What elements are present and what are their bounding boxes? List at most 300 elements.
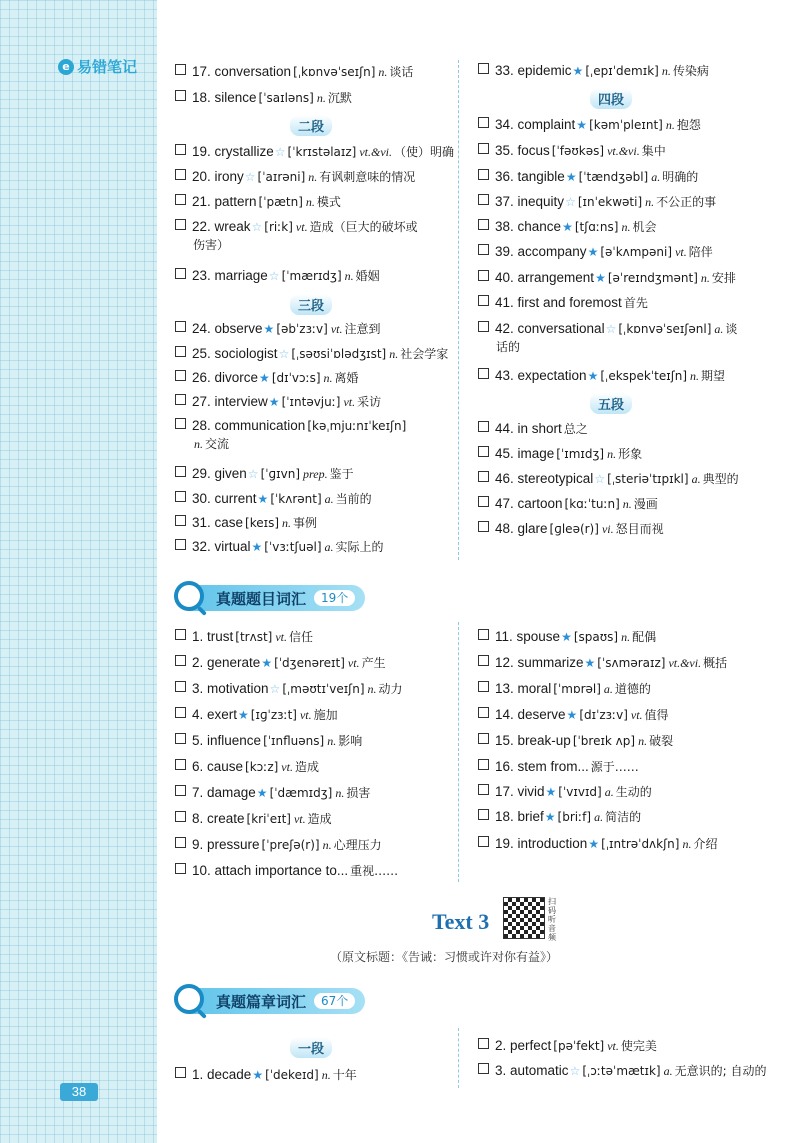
meaning: 典型的 xyxy=(702,472,739,486)
meaning: 影响 xyxy=(338,734,363,748)
meaning: 事例 xyxy=(293,516,318,530)
vocab-item xyxy=(478,783,652,801)
vocab-word: 32. virtual xyxy=(192,539,251,554)
phonetic: [trʌst] xyxy=(235,630,273,644)
original-title: （原文标题：《告诫：习惯或许对你有益》） xyxy=(330,950,559,964)
checkbox[interactable] xyxy=(478,270,489,281)
star-icon: ★ xyxy=(566,708,578,722)
checkbox[interactable] xyxy=(478,471,489,482)
vocab-word: 10. attach importance to... xyxy=(192,863,349,878)
checkbox[interactable] xyxy=(175,707,186,718)
star-icon: ★ xyxy=(268,395,280,409)
checkbox[interactable] xyxy=(175,491,186,502)
paragraph-label: 一段 xyxy=(290,1037,332,1058)
checkbox[interactable] xyxy=(175,655,186,666)
column-divider xyxy=(458,60,459,560)
checkbox[interactable] xyxy=(175,785,186,796)
phonetic: [kəmˈpleɪnt] xyxy=(589,118,663,132)
phonetic: [ɪɡˈzɜːt] xyxy=(250,708,297,722)
vocab-word: 30. current xyxy=(192,491,257,506)
checkbox[interactable] xyxy=(478,1038,489,1049)
checkbox[interactable] xyxy=(175,169,186,180)
checkbox[interactable] xyxy=(175,759,186,770)
phonetic: [kɑːˈtuːn] xyxy=(564,497,620,511)
part-of-speech: a. xyxy=(603,682,613,696)
meaning: 首先 xyxy=(623,296,648,310)
meaning: 造成 xyxy=(294,760,319,774)
checkbox[interactable] xyxy=(175,837,186,848)
magnifier-icon xyxy=(174,581,204,611)
meaning: 总之 xyxy=(563,422,588,436)
meaning: 谈话 xyxy=(389,65,414,79)
meaning: 产生 xyxy=(361,656,386,670)
checkbox[interactable] xyxy=(175,144,186,155)
phonetic: [briːf] xyxy=(557,810,592,824)
phonetic: [dɪˈzɜːv] xyxy=(579,708,628,722)
checkbox[interactable] xyxy=(175,811,186,822)
vocab-word: 19. introduction xyxy=(495,836,588,851)
vocab-word: 7. damage xyxy=(192,785,256,800)
part-of-speech: a. xyxy=(714,322,724,336)
vocab-item xyxy=(175,320,381,338)
vocab-word: 15. break-up xyxy=(495,733,571,748)
checkbox[interactable] xyxy=(478,244,489,255)
vocab-word: 11. spouse xyxy=(495,629,561,644)
part-of-speech: n. xyxy=(682,837,692,851)
phonetic: [ˈmærɪdʒ] xyxy=(281,269,342,283)
qr-code-icon[interactable] xyxy=(503,897,545,939)
vocab-item xyxy=(478,320,737,356)
vocab-item xyxy=(175,654,386,672)
vocab-item xyxy=(175,862,398,880)
meaning: 抱怨 xyxy=(676,118,701,132)
vocab-word: 39. accompany xyxy=(495,244,587,259)
meaning: 道德的 xyxy=(614,682,651,696)
vocab-item xyxy=(478,1062,766,1080)
vocab-word: 48. glare xyxy=(495,521,548,536)
checkbox[interactable] xyxy=(478,733,489,744)
meaning: 机会 xyxy=(632,220,657,234)
meaning: 婚姻 xyxy=(355,269,380,283)
vocab-item xyxy=(175,732,362,750)
vocab-word: 36. tangible xyxy=(495,169,565,184)
meaning: 值得 xyxy=(644,708,669,722)
meaning: 简洁的 xyxy=(605,810,642,824)
checkbox[interactable] xyxy=(175,90,186,101)
checkbox[interactable] xyxy=(478,496,489,507)
section-title: 真题题目词汇 xyxy=(216,589,307,608)
checkbox[interactable] xyxy=(175,629,186,640)
vocab-word: 21. pattern xyxy=(192,194,257,209)
vocab-word: 1. decade xyxy=(192,1067,252,1082)
checkbox[interactable] xyxy=(478,707,489,718)
part-of-speech: vt. xyxy=(295,220,308,234)
vocab-word: 46. stereotypical xyxy=(495,471,594,486)
vocab-word: 28. communication xyxy=(192,418,306,433)
column-divider xyxy=(458,622,459,882)
meaning: 交流 xyxy=(205,437,230,451)
vocab-word: 8. create xyxy=(192,811,245,826)
phonetic: [ˈɪmɪdʒ] xyxy=(556,447,605,461)
section-title: 真题篇章词汇 xyxy=(216,992,307,1011)
meaning: 陪伴 xyxy=(688,245,713,259)
phonetic: [ˌkɒnvəˈseɪʃn] xyxy=(293,65,376,79)
phonetic: [ˌɔːtəˈmætɪk] xyxy=(582,1064,661,1078)
vocab-word: 41. first and foremost xyxy=(495,295,622,310)
checkbox[interactable] xyxy=(175,863,186,874)
checkbox[interactable] xyxy=(478,194,489,205)
part-of-speech: n. xyxy=(378,65,388,79)
checkbox[interactable] xyxy=(478,169,489,180)
meaning: 沉默 xyxy=(327,91,352,105)
phonetic: [keɪs] xyxy=(245,516,280,530)
meaning: 不公正的事 xyxy=(656,195,717,209)
star-icon: ☆ xyxy=(594,472,606,486)
vocab-item xyxy=(478,367,725,385)
vocab-word: 12. summarize xyxy=(495,655,584,670)
star-icon: ★ xyxy=(584,656,596,670)
checkbox[interactable] xyxy=(478,143,489,154)
star-icon: ☆ xyxy=(278,347,290,361)
checkbox[interactable] xyxy=(175,370,186,381)
meaning: 明确的 xyxy=(662,170,699,184)
checkbox[interactable] xyxy=(175,394,186,405)
star-icon: ☆ xyxy=(268,269,280,283)
star-icon: ★ xyxy=(587,245,599,259)
checkbox[interactable] xyxy=(478,836,489,847)
vocab-item xyxy=(175,143,454,161)
checkbox[interactable] xyxy=(478,629,489,640)
vocab-item xyxy=(478,495,658,513)
meaning: 怒目而视 xyxy=(615,522,664,536)
vocab-word: 34. complaint xyxy=(495,117,576,132)
phonetic: [ˈsʌməraɪz] xyxy=(597,656,666,670)
checkbox[interactable] xyxy=(175,466,186,477)
part-of-speech: n. xyxy=(621,220,631,234)
meaning: 话的 xyxy=(496,340,521,354)
meaning-continued xyxy=(175,236,418,254)
phonetic: [ˈmɒrəl] xyxy=(553,682,601,696)
phonetic: [ˈdæmɪdʒ] xyxy=(269,786,333,800)
phonetic: [ˌepɪˈdemɪk] xyxy=(585,64,659,78)
part-of-speech: vt. xyxy=(607,1039,619,1053)
magnifier-icon xyxy=(174,984,204,1014)
vocab-item xyxy=(478,470,739,488)
vocab-word: 13. moral xyxy=(495,681,552,696)
part-of-speech: vi. xyxy=(601,522,614,536)
part-of-speech: vt. xyxy=(281,760,293,774)
vocab-item xyxy=(175,417,406,453)
checkbox[interactable] xyxy=(478,1063,489,1074)
qr-label: 扫码听音频 xyxy=(548,897,556,942)
section-header-passage-vocab xyxy=(178,988,365,1014)
vocab-item xyxy=(478,520,664,538)
part-of-speech: a. xyxy=(691,472,701,486)
vocab-item xyxy=(175,465,354,483)
phonetic: [ˈdekeɪd] xyxy=(265,1068,319,1082)
phonetic: [kriˈeɪt] xyxy=(246,812,291,826)
checkbox[interactable] xyxy=(478,219,489,230)
star-icon: ★ xyxy=(545,785,557,799)
vocab-word: 43. expectation xyxy=(495,368,587,383)
checkbox[interactable] xyxy=(175,733,186,744)
part-of-speech: vt. xyxy=(347,656,360,670)
vocab-item xyxy=(478,243,713,261)
part-of-speech: n. xyxy=(308,170,318,184)
vocab-item xyxy=(478,193,716,211)
star-icon: ☆ xyxy=(269,682,281,696)
vocab-word: 17. vivid xyxy=(495,784,545,799)
star-icon: ★ xyxy=(263,322,275,336)
vocab-item xyxy=(175,628,313,646)
checkbox[interactable] xyxy=(478,421,489,432)
phonetic: [ˈɪnfluəns] xyxy=(263,734,325,748)
star-icon: ☆ xyxy=(244,170,256,184)
vocab-word: 14. deserve xyxy=(495,707,566,722)
checkbox[interactable] xyxy=(478,117,489,128)
part-of-speech: n. xyxy=(661,64,671,78)
part-of-speech: prep. xyxy=(303,467,328,481)
vocab-item xyxy=(175,490,372,508)
vocab-word: 20. irony xyxy=(192,169,244,184)
vocab-item xyxy=(478,62,709,80)
part-of-speech: a. xyxy=(324,492,334,506)
vocab-word: 6. cause xyxy=(192,759,244,774)
star-icon: ★ xyxy=(256,786,268,800)
part-of-speech: n. xyxy=(344,269,354,283)
checkbox[interactable] xyxy=(478,446,489,457)
phonetic: [ˌsəʊsiˈɒlədʒɪst] xyxy=(291,347,387,361)
meaning: 当前的 xyxy=(335,492,372,506)
vocab-item xyxy=(478,654,727,672)
vocab-word: 22. wreak xyxy=(192,219,251,234)
vocab-item xyxy=(478,445,642,463)
vocab-word: 26. divorce xyxy=(192,370,259,385)
star-icon: ★ xyxy=(595,271,606,285)
part-of-speech: a. xyxy=(604,785,614,799)
part-of-speech: vt. xyxy=(275,630,287,644)
vocab-word: 27. interview xyxy=(192,394,268,409)
vocab-word: 2. perfect xyxy=(495,1038,552,1053)
star-icon: ★ xyxy=(544,810,556,824)
star-icon: ★ xyxy=(572,64,584,78)
phonetic: [ˈsaɪləns] xyxy=(258,91,314,105)
part-of-speech: a. xyxy=(651,170,661,184)
phonetic: [əˈreɪndʒmənt] xyxy=(607,271,698,285)
checkbox[interactable] xyxy=(175,268,186,279)
vocab-word: 44. in short xyxy=(495,421,562,436)
part-of-speech: vt.&vi. xyxy=(668,656,702,670)
phonetic: [dɪˈvɔːs] xyxy=(271,371,321,385)
phonetic: [kəˌmjuːnɪˈkeɪʃn] xyxy=(307,419,407,433)
vocab-item xyxy=(478,835,717,853)
phonetic: [ˈkʌrənt] xyxy=(270,492,322,506)
vocab-word: 33. epidemic xyxy=(495,63,572,78)
vocab-item xyxy=(478,732,673,750)
meaning: 造成（巨大的破坏或 xyxy=(309,220,418,234)
side-margin-grid xyxy=(0,0,157,1143)
vocab-item xyxy=(478,420,588,438)
star-icon: ★ xyxy=(251,540,263,554)
phonetic: [əbˈzɜːv] xyxy=(276,322,328,336)
checkbox[interactable] xyxy=(478,759,489,770)
part-of-speech: vt. xyxy=(630,708,643,722)
phonetic: [ˈpætn] xyxy=(258,195,303,209)
vocab-word: 18. brief xyxy=(495,809,544,824)
meaning: 集中 xyxy=(641,144,666,158)
checkbox[interactable] xyxy=(478,784,489,795)
vocab-item xyxy=(478,680,651,698)
part-of-speech: n. xyxy=(367,682,377,696)
vocab-item xyxy=(175,218,418,254)
checkbox[interactable] xyxy=(175,539,186,550)
vocab-word: 47. cartoon xyxy=(495,496,563,511)
checkbox[interactable] xyxy=(175,194,186,205)
section-count: 67个 xyxy=(314,993,355,1009)
phonetic: [ɪnˈekwəti] xyxy=(577,195,643,209)
vocab-word: 5. influence xyxy=(192,733,262,748)
phonetic: [ˌsteriəˈtɪpɪkl] xyxy=(607,472,689,486)
vocab-item xyxy=(175,63,413,81)
page-number: 38 xyxy=(60,1083,98,1101)
phonetic: [ˌkɒnvəˈseɪʃənl] xyxy=(618,322,712,336)
meaning: 介绍 xyxy=(693,837,718,851)
checkbox[interactable] xyxy=(175,321,186,332)
phonetic: [ɡleə(r)] xyxy=(549,522,599,536)
phonetic: [ˈvɜːtʃuəl] xyxy=(264,540,322,554)
vocab-item xyxy=(175,810,332,828)
part-of-speech: n. xyxy=(607,447,617,461)
meaning: 离婚 xyxy=(334,371,359,385)
vocab-item xyxy=(175,369,359,387)
meaning: 有讽刺意味的情况 xyxy=(319,170,416,184)
checkbox[interactable] xyxy=(478,63,489,74)
phonetic: [pəˈfekt] xyxy=(553,1039,605,1053)
meaning: 配偶 xyxy=(632,630,657,644)
text-heading: Text 3 xyxy=(432,909,490,934)
section-count: 19个 xyxy=(314,590,355,606)
part-of-speech: n. xyxy=(335,786,345,800)
meaning: 破裂 xyxy=(649,734,674,748)
part-of-speech: n. xyxy=(621,630,631,644)
phonetic: [ˈdʒenəreɪt] xyxy=(274,656,345,670)
vocab-word: 4. exert xyxy=(192,707,238,722)
checkbox[interactable] xyxy=(478,681,489,692)
phonetic: [ˈkrɪstəlaɪz] xyxy=(287,145,357,159)
phonetic: [ˈaɪrəni] xyxy=(257,170,306,184)
part-of-speech: n. xyxy=(323,371,333,385)
vocab-item xyxy=(478,1037,657,1055)
vocab-item xyxy=(175,168,415,186)
meaning: 采访 xyxy=(357,395,382,409)
phonetic: [ˈbreɪk ʌp] xyxy=(572,734,636,748)
checkbox[interactable] xyxy=(175,418,186,429)
checkbox[interactable] xyxy=(478,809,489,820)
phonetic: [ˌɪntrəˈdʌkʃn] xyxy=(601,837,680,851)
checkbox[interactable] xyxy=(175,681,186,692)
checkbox[interactable] xyxy=(478,295,489,306)
vocab-word: 23. marriage xyxy=(192,268,268,283)
phonetic: [ˈpreʃə(r)] xyxy=(261,838,320,852)
meaning: 源于…… xyxy=(590,760,639,774)
checkbox[interactable] xyxy=(175,346,186,357)
checkbox[interactable] xyxy=(478,655,489,666)
checkbox[interactable] xyxy=(175,219,186,230)
phonetic: [ˈɡɪvn] xyxy=(260,467,301,481)
vocab-word: 37. inequity xyxy=(495,194,565,209)
vocab-item xyxy=(478,168,698,186)
meaning: 动力 xyxy=(378,682,403,696)
meaning: 谈 xyxy=(725,322,738,336)
meaning: 损害 xyxy=(346,786,371,800)
star-icon: ★ xyxy=(576,118,588,132)
vocab-item xyxy=(478,808,641,826)
phonetic: [əˈkʌmpəni] xyxy=(600,245,673,259)
vocab-item xyxy=(478,116,701,134)
vocab-word: 40. arrangement xyxy=(495,270,595,285)
checkbox[interactable] xyxy=(175,1067,186,1078)
paragraph-label: 四段 xyxy=(590,88,632,109)
part-of-speech: n. xyxy=(690,369,700,383)
meaning: 社会学家 xyxy=(400,347,449,361)
checkbox[interactable] xyxy=(175,515,186,526)
vocab-word: 1. trust xyxy=(192,629,234,644)
vocab-word: 25. sociologist xyxy=(192,346,278,361)
vocab-item xyxy=(478,758,639,776)
meaning: 心理压力 xyxy=(333,838,382,852)
meaning: 安排 xyxy=(711,271,736,285)
meaning: 施加 xyxy=(313,708,338,722)
part-of-speech: n. xyxy=(305,195,315,209)
meaning: 鉴于 xyxy=(329,467,354,481)
vocab-word: 9. pressure xyxy=(192,837,260,852)
part-of-speech: a. xyxy=(663,1064,673,1078)
vocab-item xyxy=(175,680,403,698)
part-of-speech: a. xyxy=(324,540,334,554)
vocab-word: 19. crystallize xyxy=(192,144,274,159)
column-divider xyxy=(458,1028,459,1088)
brand-logo xyxy=(58,56,137,77)
part-of-speech: n. xyxy=(321,1068,331,1082)
phonetic: [riːk] xyxy=(264,220,293,234)
meaning: 造成 xyxy=(307,812,332,826)
star-icon: ☆ xyxy=(565,195,576,209)
meaning: （使）明确 xyxy=(394,145,455,159)
vocab-word: 17. conversation xyxy=(192,64,292,79)
vocab-item xyxy=(478,628,656,646)
phonetic: [ˈvɪvɪd] xyxy=(558,785,602,799)
checkbox[interactable] xyxy=(478,321,489,332)
part-of-speech: vt. xyxy=(330,322,343,336)
checkbox[interactable] xyxy=(175,64,186,75)
star-icon: ☆ xyxy=(569,1064,581,1078)
meaning: 重视…… xyxy=(350,864,399,878)
phonetic: [spaʊs] xyxy=(573,630,619,644)
part-of-speech: n. xyxy=(645,195,655,209)
vocab-item xyxy=(478,142,666,160)
meaning: 期望 xyxy=(701,369,726,383)
star-icon: ★ xyxy=(588,837,600,851)
part-of-speech: vt. xyxy=(343,395,356,409)
paragraph-label: 三段 xyxy=(290,294,332,315)
checkbox[interactable] xyxy=(478,368,489,379)
star-icon: ★ xyxy=(587,369,599,383)
meaning-continued xyxy=(175,435,406,453)
phonetic: [kɔːz] xyxy=(245,760,279,774)
checkbox[interactable] xyxy=(478,521,489,532)
part-of-speech: n. xyxy=(194,437,203,451)
star-icon: ☆ xyxy=(247,467,259,481)
